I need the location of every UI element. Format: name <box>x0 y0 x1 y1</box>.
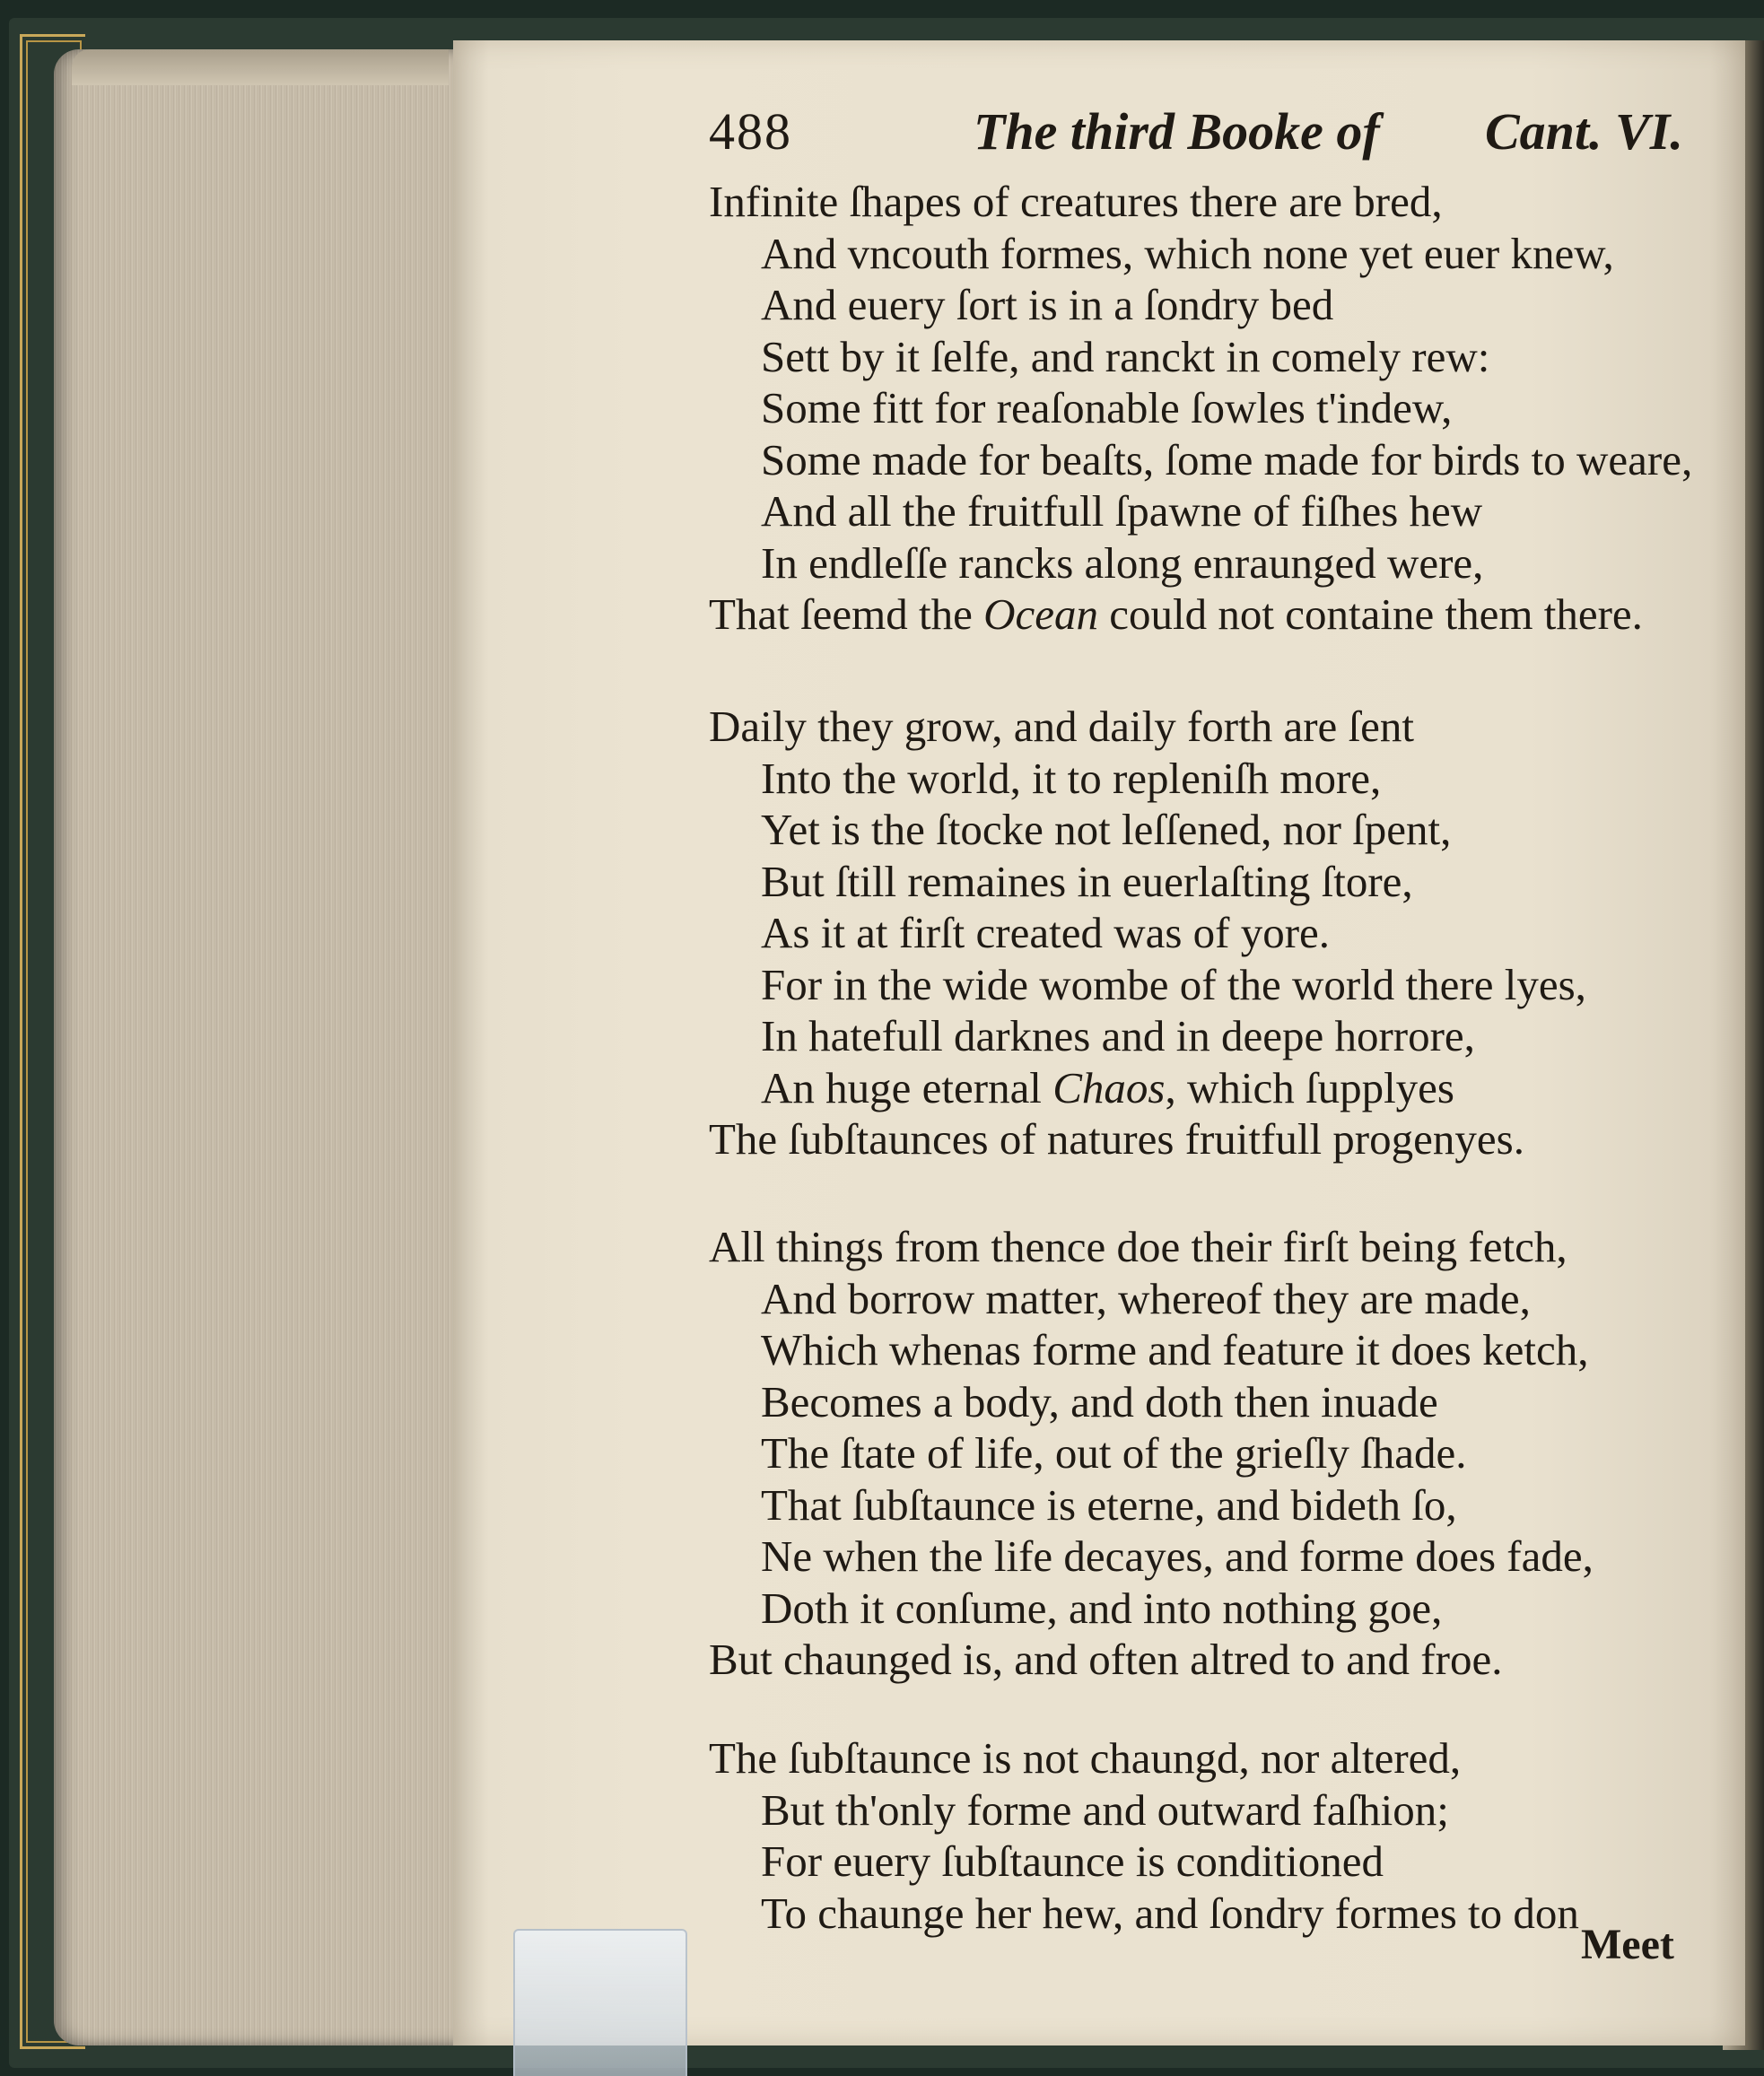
verse-line: The ſtate of life, out of the grieſly ſhade. <box>761 1428 1467 1478</box>
verse-line: And vncouth formes, which none yet euer knew, <box>761 228 1614 278</box>
verse-line: The ſubſtaunces of natures fruitfull progenyes. <box>709 1114 1524 1164</box>
verse-line: All things from thence doe their firſt being fetch, <box>709 1222 1568 1271</box>
verse-line: An huge eternal Chaos, which ſupplyes <box>761 1062 1454 1112</box>
verse-line: Infinite ſhapes of creatures there are bred, <box>709 177 1443 226</box>
verse-line: That ſubſtaunce is eterne, and bideth ſo, <box>761 1479 1457 1530</box>
verse-line: That ſeemd the Ocean could not containe them there. <box>709 589 1643 639</box>
canto-label: Cant. VI. <box>1485 102 1683 161</box>
italic-word: Ocean <box>983 589 1099 639</box>
page-number: 488 <box>709 102 792 161</box>
verse-line: The ſubſtaunce is not chaungd, nor altered, <box>709 1733 1462 1783</box>
italic-word: Chaos <box>1052 1062 1166 1112</box>
page-fore-edge <box>54 49 467 2045</box>
verse-line: In hatefull darknes and in deepe horrore, <box>761 1011 1475 1060</box>
running-title: The third Booke of <box>974 102 1380 161</box>
verse-line: But th'only forme and outward faſhion; <box>761 1784 1449 1835</box>
verse-line: Daily they grow, and daily forth are ſent <box>709 702 1415 751</box>
verse-line: Some made for beaſts, ſome made for birds to weare, <box>761 434 1693 484</box>
page-clip <box>513 1929 687 2076</box>
verse-line: As it at firſt created was of yore. <box>761 908 1331 957</box>
verse-line: Which whenas forme and feature it does ketch, <box>761 1325 1589 1374</box>
page-block-top <box>72 49 449 85</box>
verse-line: Becomes a body, and doth then inuade <box>761 1376 1438 1426</box>
verse-line: For in the wide wombe of the world there lyes, <box>761 959 1586 1009</box>
verse-line: And euery ſort is in a ſondry bed <box>761 280 1334 329</box>
verse-line: For euery ſubſtaunce is conditioned <box>761 1836 1384 1886</box>
verse-line: Sett by it ſelfe, and ranckt in comely rew: <box>761 331 1490 381</box>
verse-line: Ne when the life decayes, and forme does fade, <box>761 1531 1594 1581</box>
verse-line: In endleſſe rancks along enraunged were, <box>761 537 1484 588</box>
verse-line: Into the world, it to repleniſh more, <box>761 753 1382 803</box>
verse-line: And borrow matter, whereof they are made, <box>761 1273 1531 1323</box>
verse-line: But chaunged is, and often altred to and froe. <box>709 1635 1503 1684</box>
verse-line: And all the fruitfull ſpawne of fiſhes hew <box>761 486 1483 536</box>
verse-line: But ſtill remaines in euerlaſting ſtore, <box>761 856 1413 906</box>
verse-line: To chaunge her hew, and ſondry formes to don <box>761 1888 1579 1938</box>
verse-line: Some fitt for reaſonable ſowles t'indew, <box>761 383 1453 432</box>
verse-line: Yet is the ſtocke not leſſened, nor ſpent, <box>761 805 1452 854</box>
verse-line: Doth it conſume, and into nothing goe, <box>761 1583 1443 1633</box>
catchword: Meet <box>1581 1921 1674 1968</box>
